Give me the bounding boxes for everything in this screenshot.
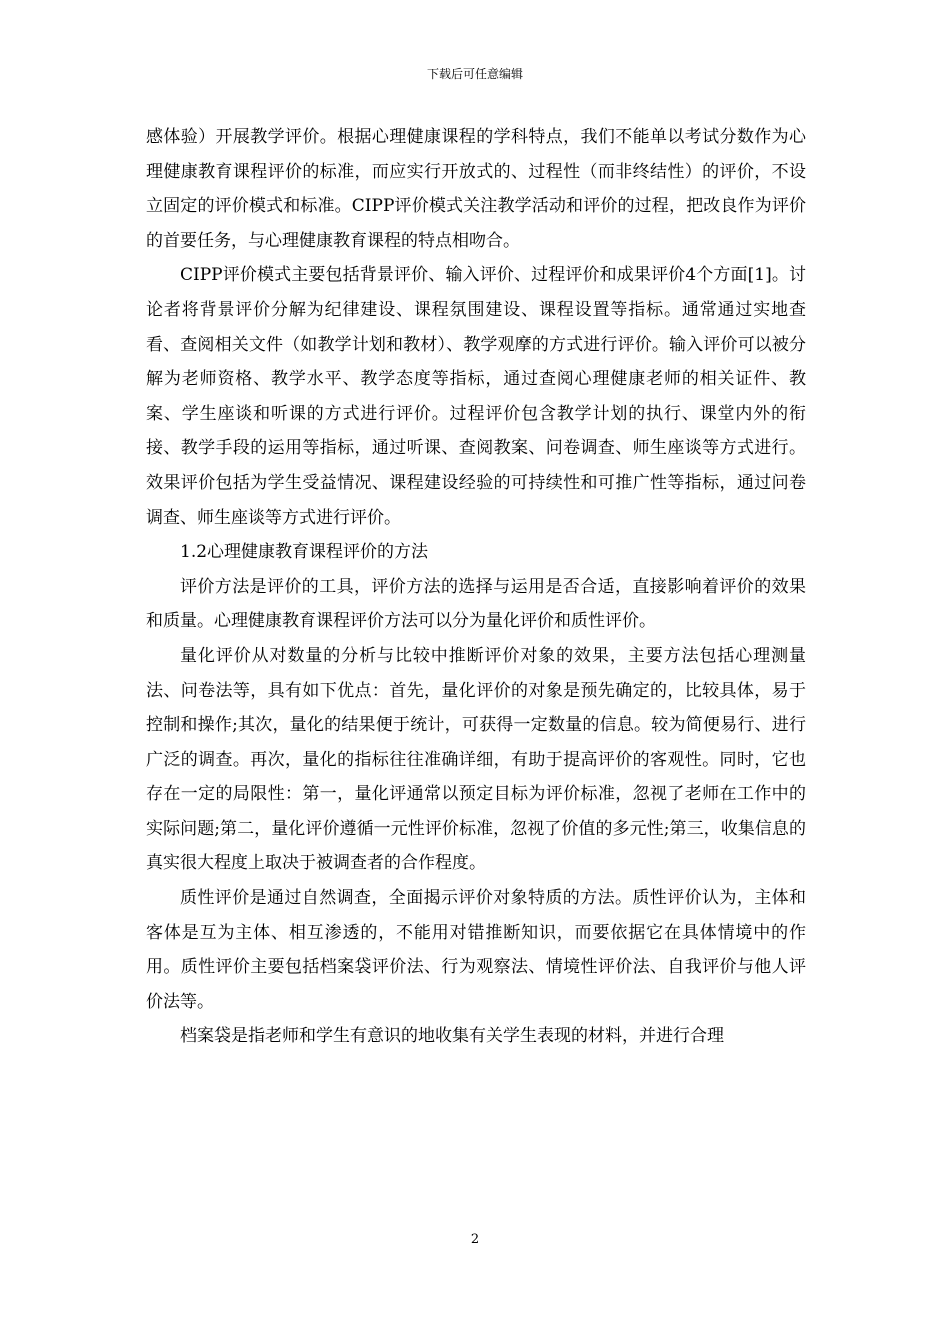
- paragraph-continuation: 感体验）开展教学评价。根据心理健康课程的学科特点，我们不能单以考试分数作为心理健康教育课程评价的标准，而应实行开放式的、过程性（而非终结性）的评价，不设立固定的评价模式和标准。CIPP评价模式关注教学活动和评价的过程，把改良作为评价的首要任务，与心理健康教育课程的特点相吻合。: [146, 127, 806, 251]
- paragraph-evaluation-methods: 评价方法是评价的工具，评价方法的选择与运用是否合适，直接影响着评价的效果和质量。心理健康教育课程评价方法可以分为量化评价和质性评价。: [146, 576, 806, 632]
- paragraph-quantitative-evaluation: 量化评价从对数量的分析与比较中推断评价对象的效果，主要方法包括心理测量法、问卷法等，具有如下优点：首先，量化评价的对象是预先确定的，比较具体，易于控制和操作;其次，量化的结果便于统计，可获得一定数量的信息。较为简便易行、进行广泛的调查。再次，量化的指标往往准确详细，有助于提高评价的客观性。同时，它也存在一定的局限性：第一，量化评通常以预定目标为评价标准，忽视了老师在工作中的实际问题;第二，量化评价遵循一元性评价标准，忽视了价值的多元性;第三，收集信息的真实很大程度上取决于被调查者的合作程度。: [146, 645, 806, 874]
- paragraph-qualitative-evaluation: 质性评价是通过自然调查，全面揭示评价对象特质的方法。质性评价认为，主体和客体是互为主体、相互渗透的，不能用对错推断知识，而要依据它在具体情境中的作用。质性评价主要包括档案袋评价法、行为观察法、情境性评价法、自我评价与他人评价法等。: [146, 888, 806, 1012]
- page-number: 2: [470, 1232, 480, 1247]
- page-header: 下载后可任意编辑: [426, 67, 523, 81]
- document-body: [146, 120, 806, 1054]
- paragraph-portfolio: 档案袋是指老师和学生有意识的地收集有关学生表现的材料，并进行合理: [180, 1026, 724, 1047]
- paragraph-cipp-model: CIPP评价模式主要包括背景评价、输入评价、过程评价和成果评价4个方面[1]。讨论者将背景评价分解为纪律建设、课程氛围建设、课程设置等指标。通常通过实地查看、查阅相关文件（如教学计划和教材）、教学观摩的方式进行评价。输入评价可以被分解为老师资格、教学水平、教学态度等指标，通过查阅心理健康老师的相关证件、教案、学生座谈和听课的方式进行评价。过程评价包含教学计划的执行、课堂内外的衔接、教学手段的运用等指标，通过听课、查阅教案、问卷调查、师生座谈等方式进行。效果评价包括为学生受益情况、课程建设经验的可持续性和可推广性等指标，通过问卷调查、师生座谈等方式进行评价。: [146, 265, 806, 528]
- section-heading: 1.2心理健康教育课程评价的方法: [180, 542, 429, 563]
